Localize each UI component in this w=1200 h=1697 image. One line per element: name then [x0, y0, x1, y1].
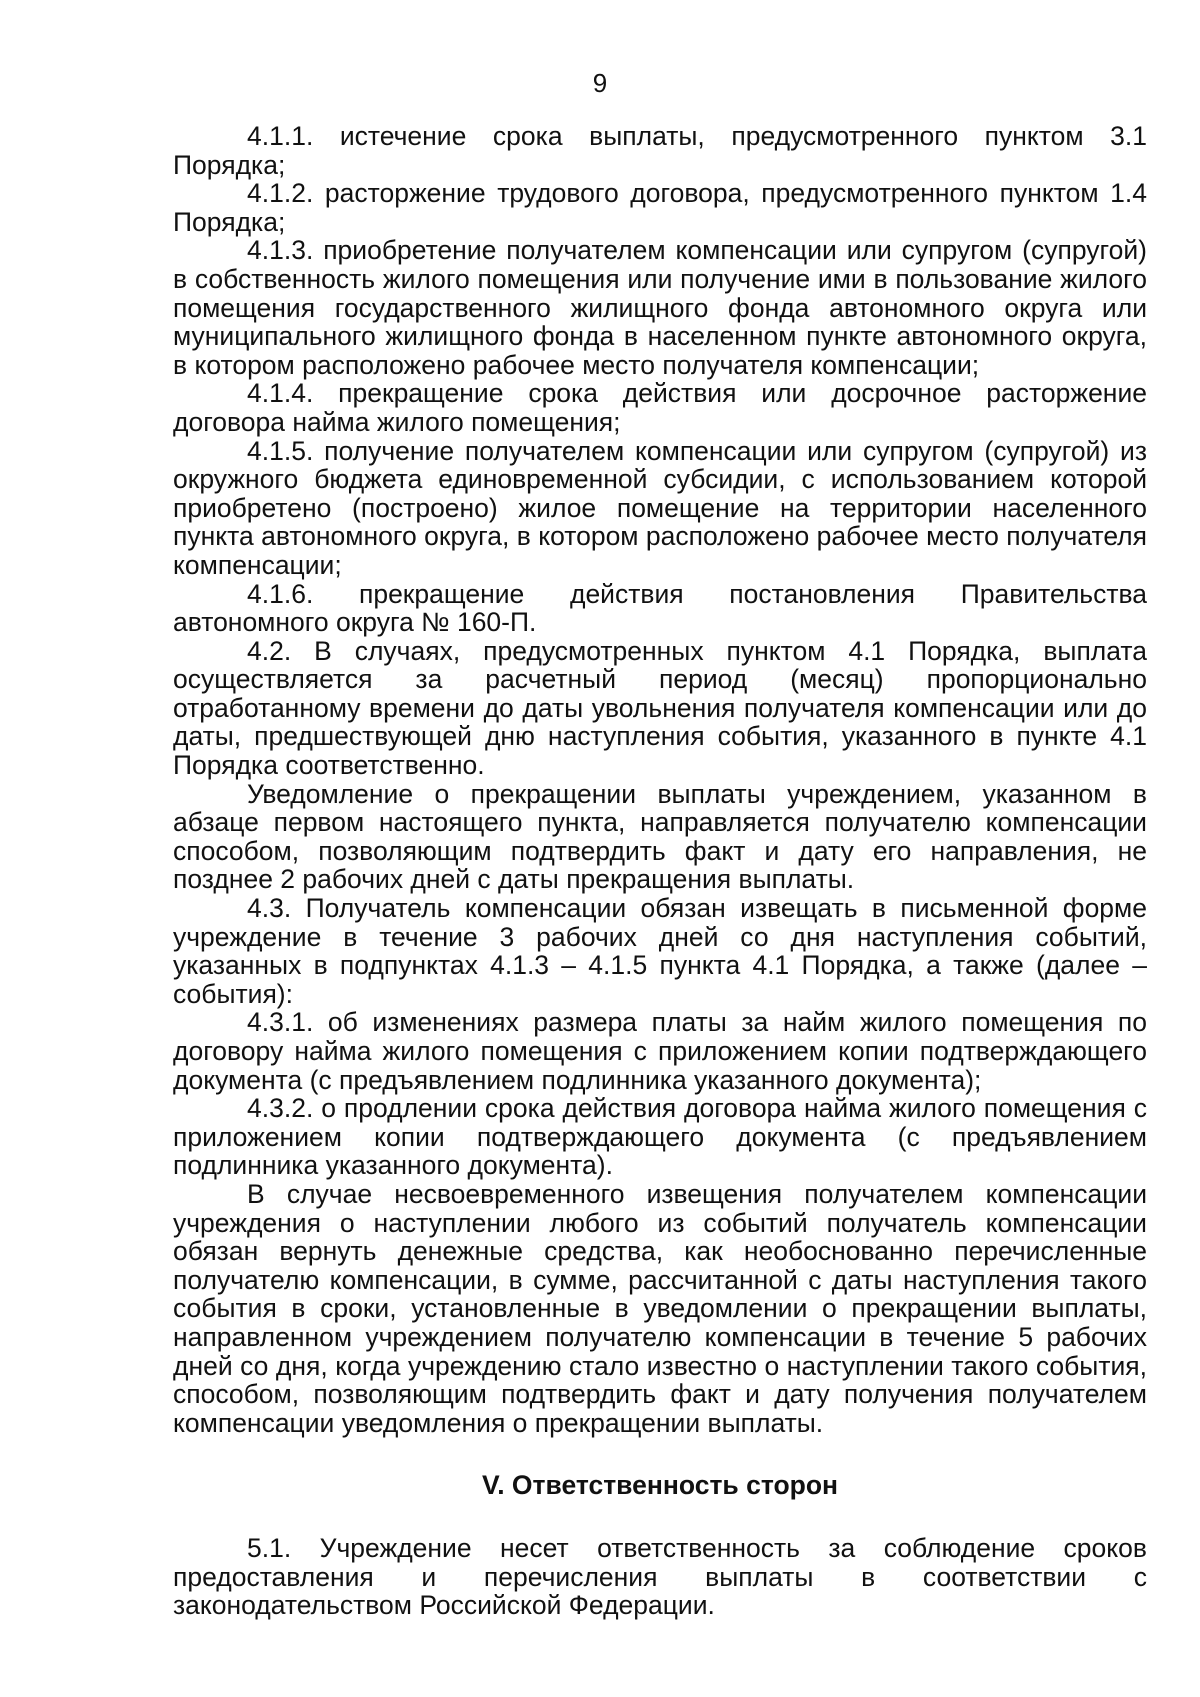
paragraph-4-3: 4.3. Получатель компенсации обязан извещать в письменной форме учреждение в течение 3 рабочих дней со дня наступления событий, указанных в подпунктах 4.1.3 – 4.1.5 пункта 4.1 Порядка, а также (далее – события):: [173, 893, 1147, 1009]
paragraph-4-1-1: 4.1.1. истечение срока выплаты, предусмотренного пунктом 3.1 Порядка;: [173, 121, 1147, 180]
page-number: 9: [592, 68, 608, 98]
paragraph-4-2-notice: Уведомление о прекращении выплаты учреждением, указанном в абзаце первом настоящего пункта, направляется получателю компенсации способом, позволяющим подтвердить факт и дату его направления, не позднее 2 рабочих дней с даты прекращения выплаты.: [173, 778, 1147, 895]
paragraph-4-1-3: 4.1.3. приобретение получателем компенсации или супругом (супругой) в собственность жилого помещения или получение ими в пользование жилого помещения государственного жилищного фонда автономного округа или муниципального жилищного фонда в населенном пункте автономного округа, в котором расположено рабочее место получателя компенсации;: [173, 235, 1147, 380]
paragraph-4-1-6: 4.1.6. прекращение действия постановления Правительства автономного округа № 160-П.: [173, 578, 1147, 638]
paragraph-4-1-5: 4.1.5. получение получателем компенсации или супругом (супругой) из окружного бюджета единовременной субсидии, с использованием которой приобретено (построено) жилое помещение на территории населенного пункта автономного округа, в котором расположено рабочее место получателя компенсации;: [173, 435, 1147, 580]
paragraph-5-1: 5.1. Учреждение несет ответственность за соблюдение сроков предоставления и перечисления выплаты в соответствии с законодательством Российской Федерации.: [173, 1532, 1147, 1621]
section-title: V. Ответственность сторон: [481, 1470, 839, 1501]
paragraph-4-3-1: 4.3.1. об изменениях размера платы за найм жилого помещения по договору найма жилого помещения с приложением копии подтверждающего документа (с предъявлением подлинника указанного документа);: [173, 1007, 1147, 1095]
paragraph-4-3-2: 4.3.2. о продлении срока действия договора найма жилого помещения с приложением копии подтверждающего документа (с предъявлением подлинника указанного документа).: [173, 1093, 1147, 1181]
paragraph-4-1-2: 4.1.2. расторжение трудового договора, предусмотренного пунктом 1.4 Порядка;: [173, 178, 1147, 237]
paragraph-4-3-late-notice: В случае несвоевременного извещения получателем компенсации учреждения о наступлении любого из событий получатель компенсации обязан вернуть денежные средства, как необоснованно перечисленные получателю компенсации, в сумме, рассчитанной с даты наступления такого события в сроки, установленные в уведомлении о прекращении выплаты, направленном учреждением получателю компенсации в течение 5 рабочих дней со дня, когда учреждению стало известно о наступлении такого события, способом, позволяющим подтвердить факт и дату получения получателем компенсации уведомления о прекращении выплаты.: [173, 1178, 1147, 1438]
document-body: [173, 122, 1147, 1620]
paragraph-4-2: 4.2. В случаях, предусмотренных пунктом 4.1 Порядка, выплата осуществляется за расчетный период (месяц) пропорционально отработанному времени до даты увольнения получателя компенсации или до даты, предшествующей дню наступления события, указанного в пункте 4.1 Порядка соответственно.: [173, 635, 1147, 781]
paragraph-4-1-4: 4.1.4. прекращение срока действия или досрочное расторжение договора найма жилого помещения;: [173, 378, 1147, 437]
